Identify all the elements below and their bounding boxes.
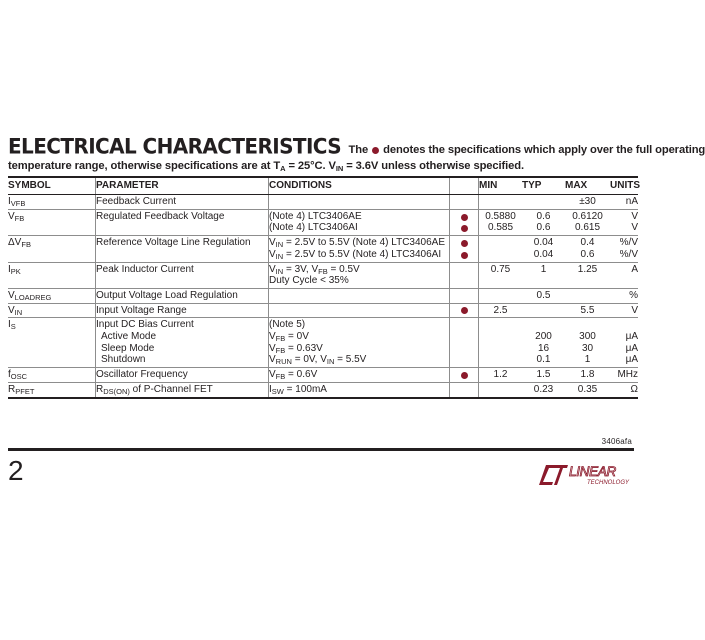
min-cell [479,288,523,303]
bullet-dot-icon [461,225,468,232]
bullet-dot-icon [461,372,468,379]
symbol-text: $R_{PFET}$ [8,383,35,396]
typ-value: 0.04 [533,237,554,249]
min-cell [479,195,523,210]
conditions-cell [269,318,450,368]
unit-value: %/V [619,237,638,249]
units-cell [610,288,638,303]
max-value [565,275,610,287]
symbol-cell [8,318,96,368]
dot-cell [450,288,479,303]
typ-value: 0.6 [536,210,551,222]
dot-cell [450,368,479,383]
conditions-cell [269,288,450,303]
symbol-text: $f_{OSC}$ [8,369,28,382]
condition-text: $V_{FB} = 0.63V$ [269,342,323,355]
electrical-characteristics-table [8,176,638,399]
parameter-text: Reference Voltage Line Regulation [96,237,251,249]
lt-logo-icon [539,465,568,485]
header-dot [450,177,479,195]
header-parameter: PARAMETER [96,177,269,195]
symbol-text: $I_S$ [8,319,16,332]
max-value: ±30 [579,196,596,207]
min-value: 1.2 [493,369,508,381]
logo-wordmark: LINEAR [569,464,616,479]
unit-value: nA [625,196,638,207]
header-conditions: CONDITIONS [269,177,450,195]
symbol-cell [8,262,96,288]
conditions-cell [269,382,450,397]
unit-value [610,319,638,331]
parameter-cell [96,209,269,235]
parameter-text: Peak Inductor Current [96,263,194,275]
parameter-text: Oscillator Frequency [96,369,188,381]
unit-value: MHz [617,369,638,381]
bullet-dot-icon [461,252,468,259]
conditions-cell [269,368,450,383]
min-cell [479,318,523,368]
conditions-cell [269,303,450,318]
symbol-cell [8,209,96,235]
min-cell [479,382,523,397]
logo-subtext: TECHNOLOGY [587,480,630,486]
parameter-text: Feedback Current [96,196,177,207]
parameter-cell [96,303,269,318]
condition-text: $I_{SW} = 100mA$ [269,383,327,396]
symbol-cell [8,382,96,397]
min-value [479,249,522,261]
typ-value: 0.1 [536,354,551,366]
max-value: 30 [581,342,594,354]
parameter-text: Output Voltage Load Regulation [96,289,238,301]
max-value: 1.25 [577,263,598,275]
condition-text: (Note 4) LTC3406AE [269,210,362,222]
dot-cell [450,382,479,397]
max-value: 300 [579,331,596,343]
table-row [8,195,638,210]
header-typ: TYP [522,177,565,195]
unit-value: μA [625,342,638,354]
max-value: 0.6120 [572,210,603,222]
min-cell [479,236,523,262]
parameter-cell [96,236,269,262]
condition-text [269,290,449,302]
conditions-cell [269,262,450,288]
table-row [8,236,638,262]
condition-text: Duty Cycle < 35% [269,275,349,287]
condition-text: $V_{RUN} = 0V$, $V_{IN} = 5.5V$ [269,354,367,367]
units-cell [610,368,638,383]
parameter-text: Shutdown [101,354,146,366]
header-max: MAX [565,177,610,195]
symbol-cell [8,368,96,383]
max-cell [565,288,610,303]
parameter-text: Input DC Bias Current [96,319,194,331]
table-row [8,318,638,368]
condition-text [269,305,449,317]
typ-value: 1 [540,263,547,275]
intro-text: The denotes the specifications which apply over the full operating [348,144,705,156]
symbol-cell [8,303,96,318]
max-value: 0.35 [577,383,598,395]
max-cell [565,368,610,383]
unit-value: μA [625,331,638,343]
symbol-text: $V_{IN}$ [8,304,23,317]
dot-cell [450,195,479,210]
typ-cell [522,368,565,383]
max-value: 0.4 [580,237,595,249]
table-row [8,382,638,397]
units-cell [610,382,638,397]
page-number: 2 [8,455,24,486]
typ-value [522,275,565,287]
condition-text: $V_{IN} = 2.5V$ to 5.5V (Note 4) LTC3406AE [269,237,446,250]
symbol-text: $I_{VFB}$ [8,196,26,208]
units-cell [610,195,638,210]
parameter-text: Regulated Feedback Voltage [96,210,225,222]
dot-cell [450,318,479,368]
typ-value: 1.5 [536,369,551,381]
table-row [8,209,638,235]
typ-value: 200 [535,331,552,343]
unit-value: V [631,222,638,234]
parameter-text: Sleep Mode [101,342,155,354]
typ-cell [522,382,565,397]
conditions-cell [269,236,450,262]
max-value: 1 [584,354,591,366]
units-cell [610,236,638,262]
typ-cell [522,195,565,210]
condition-text: (Note 4) LTC3406AI [269,222,358,234]
min-value [479,331,522,343]
dot-cell [450,303,479,318]
symbol-cell [8,288,96,303]
min-value: 0.5880 [485,210,516,222]
max-value [565,290,610,302]
typ-cell [522,236,565,262]
min-value [479,384,522,396]
max-cell [565,318,610,368]
unit-value: V [631,210,638,222]
typ-value: 0.23 [533,383,554,395]
condition-text: $V_{FB} = 0V$ [269,331,309,344]
condition-text: (Note 5) [269,319,306,331]
linear-technology-logo [537,459,637,489]
max-value [565,319,610,331]
conditions-cell [269,209,450,235]
symbol-cell [8,236,96,262]
parameter-cell [96,382,269,397]
min-value: 2.5 [493,304,508,316]
units-cell [610,318,638,368]
section-heading [8,133,705,173]
unit-value: μA [625,354,638,366]
min-value: 0.585 [487,222,514,234]
min-cell [479,303,523,318]
intro-text-line2: temperature range, otherwise specifications are at $T_A = 25^\circ C$. $V_{IN} = 3.6V$ unless otherwise specified. [8,160,525,173]
max-cell [565,195,610,210]
typ-value: 0.04 [533,248,554,260]
max-cell [565,382,610,397]
unit-value: Ω [630,383,638,395]
min-value: 0.75 [490,263,511,275]
typ-cell [522,262,565,288]
min-cell [479,209,523,235]
parameter-text: $R_{DS(ON)}$ of P-Channel FET [96,383,213,396]
typ-cell [522,288,565,303]
parameter-cell [96,368,269,383]
typ-cell [522,303,565,318]
dot-cell [450,262,479,288]
unit-value [610,275,638,287]
max-cell [565,262,610,288]
symbol-text: $\Delta V_{FB}$ [8,237,31,250]
footer-rule [8,448,634,451]
typ-value: 0.5 [536,289,551,301]
condition-text: $V_{IN} = 3V$, $V_{FB} = 0.5V$ [269,263,360,276]
table-row [8,288,638,303]
typ-value: 16 [537,342,550,354]
units-cell [610,303,638,318]
units-cell [610,209,638,235]
header-min: MIN [479,177,523,195]
typ-cell [522,209,565,235]
max-cell [565,236,610,262]
section-title: ELECTRICAL CHARACTERISTICS [8,133,342,159]
table-header-row [8,177,638,195]
condition-text: $V_{FB} = 0.6V$ [269,369,318,382]
unit-value: %/V [619,248,638,260]
table-row [8,368,638,383]
header-symbol: SYMBOL [8,177,96,195]
max-cell [565,209,610,235]
min-cell [479,262,523,288]
symbol-cell [8,195,96,210]
unit-value: A [631,263,638,275]
min-cell [479,368,523,383]
units-cell [610,262,638,288]
bullet-dot-icon [461,307,468,314]
max-value: 0.615 [574,222,601,234]
typ-value: 0.6 [536,222,551,234]
max-value: 5.5 [580,304,595,316]
unit-value: V [631,304,638,316]
parameter-cell [96,262,269,288]
bullet-dot-icon [372,147,379,154]
parameter-text: Active Mode [101,331,157,343]
typ-value [522,196,565,208]
parameter-cell [96,195,269,210]
max-value: 1.8 [580,369,595,381]
table-row [8,303,638,318]
typ-cell [522,318,565,368]
min-value [479,275,522,287]
typ-value [522,305,565,317]
condition-text [269,196,449,208]
symbol-text: $V_{LOADREG}$ [8,289,52,302]
header-units: UNITS [610,177,638,195]
document-number: 3406afa [601,437,632,446]
dot-cell [450,209,479,235]
min-value [479,354,522,366]
symbol-text: $V_{FB}$ [8,210,25,223]
min-value [479,290,522,302]
parameter-cell [96,288,269,303]
min-value [479,319,522,331]
bullet-dot-icon [461,214,468,221]
parameter-cell [96,318,269,368]
dot-cell [450,236,479,262]
max-value: 0.6 [580,248,595,260]
unit-value: % [629,289,638,301]
bullet-dot-icon [461,240,468,247]
min-value [479,196,522,208]
max-cell [565,303,610,318]
conditions-cell [269,195,450,210]
min-value [479,237,522,249]
condition-text: $V_{IN} = 2.5V$ to 5.5V (Note 4) LTC3406AI [269,248,442,261]
parameter-text: Input Voltage Range [96,304,187,316]
typ-value [522,319,565,331]
table-row [8,262,638,288]
min-value [479,343,522,355]
symbol-text: $I_{PK}$ [8,263,21,276]
